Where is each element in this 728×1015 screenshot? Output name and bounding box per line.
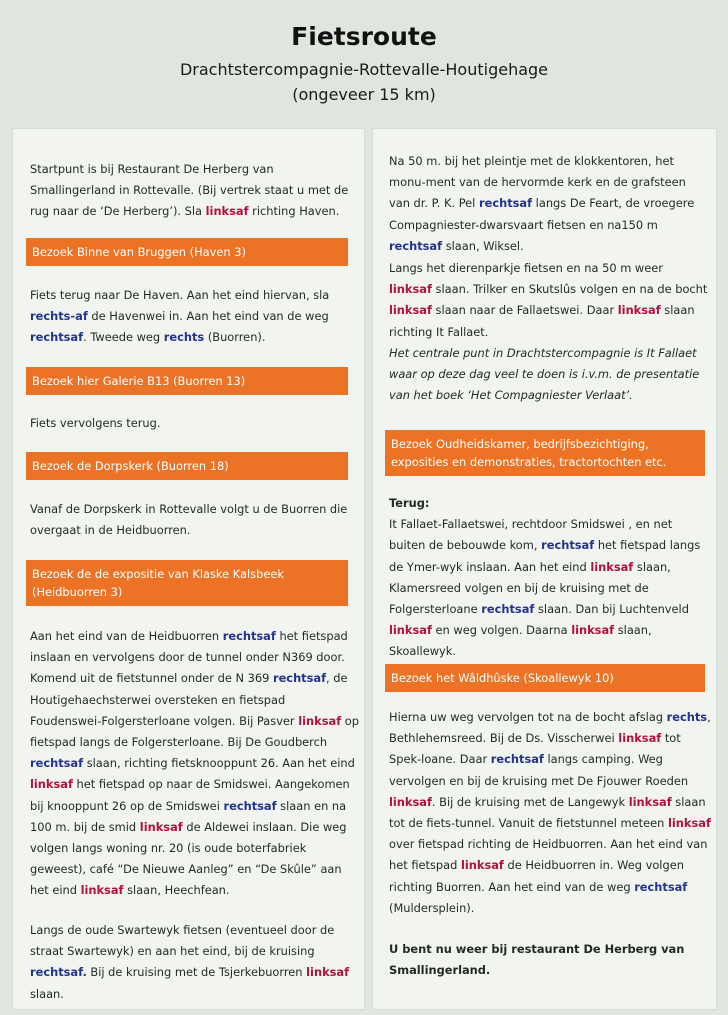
keyword-rechtsaf: rechtsaf	[541, 538, 595, 553]
visit-bar-klaske-kalsbeek: Bezoek de de expositie van Klaske Kalsbeek (Heidbuorren 3)	[26, 560, 348, 606]
visit-bar-oudheidskamer: Bezoek Oudheidskamer, bedrijfsbezichtiging, exposities en demonstraties, tractortochten etc.	[385, 430, 705, 476]
return-heading: Terug:	[389, 496, 430, 510]
keyword-rechtsaf: rechtsaf.	[30, 965, 87, 980]
keyword-rechtsaf: rechtsaf	[481, 602, 535, 617]
keyword-rechts: rechts	[163, 330, 205, 345]
keyword-linksaf: linksaf	[628, 794, 672, 809]
direction-paragraph: Fiets vervolgens terug.	[30, 416, 161, 430]
keyword-linksaf: linksaf	[306, 965, 350, 980]
page-title: Fietsroute	[291, 22, 437, 51]
keyword-rechts: rechts	[666, 710, 708, 724]
keyword-linksaf: linksaf	[389, 282, 432, 297]
highlight-paragraph: Het centrale punt in Drachtstercompagnie is It Fallaet waar op deze dag veel te doen is i.v.m. de presentatie van het boek ‘Het Compagniester Verlaat’.	[389, 346, 700, 403]
keyword-linksaf: linksaf	[30, 777, 73, 792]
direction-paragraph: Aan het eind van de Heidbuorren rechtsaf het fietspad inslaan en vervolgens door de tunnel onder N369 door. Komend uit de fietstunnel onder de N 369 rechtsaf, de Houtigehaechsterwei oversteken en fietspad Foudenswei-Folgersterloane volgen. Bij Pasver linksaf op fietspad langs de Folgersterloane. Bij De Goudberch rechtsaf slaan, richting fietsknooppunt 26. Aan het eind linksaf het fietspad op naar de Smidswei. Aangekomen bij knooppunt 26 op de Smidswei rechtsaf slaan en na 100 m. bij de smid linksaf de Aldewei inslaan. Die weg volgen langs woning nr. 20 (is oude boterfabriek geweest), café “De Nieuwe Aanleg” en “De Skûle” aan het eind linksaf slaan, Heechfean.	[30, 629, 359, 898]
keyword-rechtsaf: rechtsaf	[272, 671, 327, 686]
keyword-rechtsaf: rechtsaf	[30, 756, 84, 771]
direction-paragraph: Vanaf de Dorpskerk in Rottevalle volgt u de Buorren die overgaat in de Heidbuorren.	[30, 502, 348, 538]
direction-paragraph: Langs de oude Swartewyk fietsen (eventueel door de straat Swartewyk) en aan het eind, bij de kruising rechtsaf. Bij de kruising met de Tsjerkebuorren linksaf slaan.	[30, 923, 350, 1001]
keyword-linksaf: linksaf	[571, 623, 615, 638]
keyword-linksaf: linksaf	[389, 303, 432, 318]
route-subtitle: Drachtstercompagnie-Rottevalle-Houtigehage	[179, 60, 549, 79]
keyword-rechtsaf: rechtsaf	[634, 879, 688, 894]
keyword-linksaf: linksaf	[460, 858, 504, 873]
direction-paragraph: Hierna uw weg vervolgen tot na de bocht afslag rechts, Bethlehemsreed. Bij de Ds. Visscherwei linksaf tot Spek-loane. Daar rechtsaf langs camping. Weg vervolgen en bij de kruising met De Fjouwer Roeden linksaf. Bij de kruising met de Langewyk linksaf slaan tot de fiets-tunnel. Vanuit de fietstunnel meteen linksaf over fietspad richting de Heidbuorren. Aan het eind van het fietspad linksaf de Heidbuorren in. Weg volgen richting Buorren. Aan het eind van de weg rechtsaf (Muldersplein).	[389, 710, 711, 915]
keyword-linksaf: linksaf	[205, 204, 249, 219]
visit-bar-binne-van-bruggen: Bezoek Binne van Bruggen (Haven 3)	[26, 238, 348, 266]
direction-paragraph: Na 50 m. bij het pleintje met de klokkentoren, het monu-ment van de hervormde kerk en de grafsteen van dr. P. K. Pel rechtsaf langs De Feart, de vroegere Compagniester-dwarsvaart fietsen en na150 m rechtsaf slaan, Wiksel.	[389, 154, 695, 253]
visit-bar-dorpskerk: Bezoek de Dorpskerk (Buorren 18)	[26, 452, 348, 480]
keyword-rechtsaf: rechtsaf	[30, 330, 84, 345]
closing-statement: U bent nu weer bij restaurant De Herberg van Smallingerland.	[389, 942, 685, 978]
direction-paragraph: Fiets terug naar De Haven. Aan het eind hiervan, sla rechts-af de Havenwei in. Aan het eind van de weg rechtsaf. Tweede weg rechts (Buorren).	[30, 288, 330, 345]
keyword-rechtsaf: rechtsaf	[222, 629, 276, 643]
keyword-rechtsaf: rechtsaf	[478, 196, 533, 211]
keyword-linksaf: linksaf	[618, 731, 662, 746]
keyword-rechtsaf: rechtsaf	[490, 752, 544, 767]
visit-bar-galerie-b13: Bezoek hier Galerie B13 (Buorren 13)	[26, 367, 348, 395]
keyword-linksaf: linksaf	[617, 303, 661, 318]
keyword-linksaf: linksaf	[667, 816, 711, 831]
page-header	[0, 0, 728, 104]
keyword-linksaf: linksaf	[590, 559, 634, 574]
keyword-rechtsaf: rechtsaf	[389, 238, 443, 253]
return-paragraph: Terug: It Fallaet-Fallaetswei, rechtdoor Smidswei , en net buiten de bebouwde kom, rechtsaf het fietspad langs de Ymer-wyk inslaan. Aan het eind linksaf slaan, Klamersreed volgen en bij de kruising met de Folgersterloane rechtsaf slaan. Dan bij Luchtenveld linksaf en weg volgen. Daarna linksaf slaan, Skoallewyk.	[389, 496, 701, 659]
keyword-rechtsaf: rechtsaf	[223, 798, 277, 813]
keyword-linksaf: linksaf	[80, 883, 124, 898]
left-column	[12, 128, 365, 1010]
route-distance: (ongeveer 15 km)	[292, 85, 436, 104]
keyword-linksaf: linksaf	[139, 819, 183, 834]
start-paragraph: Startpunt is bij Restaurant De Herberg van Smallingerland in Rottevalle. (Bij vertrek staat u met de rug naar de ‘De Herberg’). Sla linksaf richting Haven.	[30, 162, 349, 219]
keyword-linksaf: linksaf	[389, 623, 432, 638]
keyword-rechtsaf: rechts-af	[30, 309, 88, 324]
keyword-linksaf: linksaf	[389, 794, 432, 809]
visit-bar-waldhuske: Bezoek het Wâldhûske (Skoallewyk 10)	[385, 664, 705, 692]
direction-paragraph: Langs het dierenparkje fietsen en na 50 m weer linksaf slaan. Trilker en Skutslûs volgen en na de bocht linksaf slaan naar de Fallaetswei. Daar linksaf slaan richting It Fallaet.	[389, 261, 708, 339]
keyword-linksaf: linksaf	[298, 713, 342, 728]
right-column	[372, 128, 717, 1010]
